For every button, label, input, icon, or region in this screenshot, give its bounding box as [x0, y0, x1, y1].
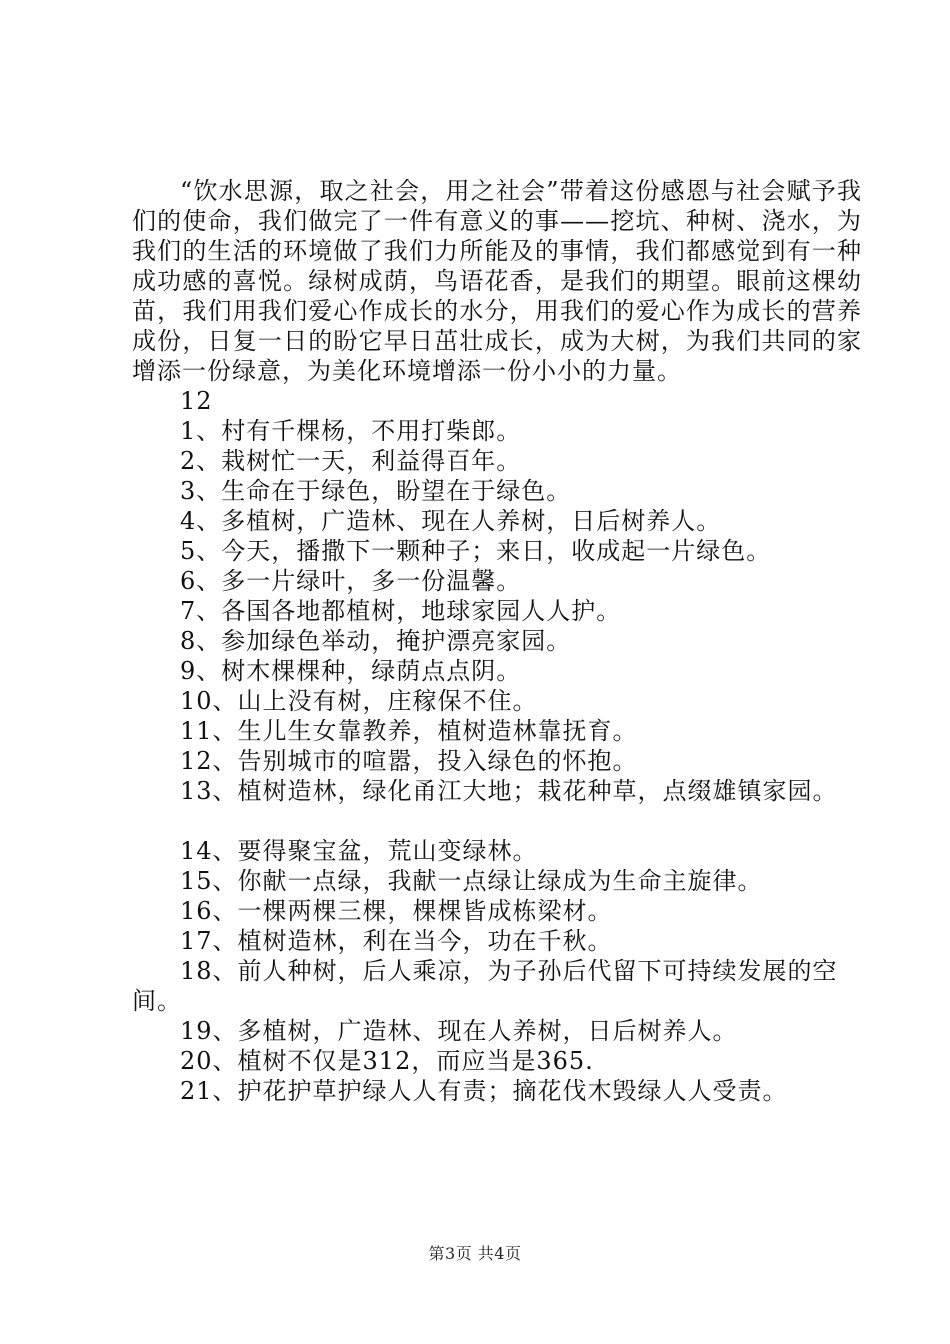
slogan-item: 13、植树造林，绿化甬江大地；栽花种草，点缀雄镇家园。 [180, 777, 838, 805]
slogan-list [132, 386, 862, 1106]
slogan-item: 15、你献一点绿，我献一点绿让绿成为生命主旋律。 [180, 867, 763, 895]
document-body [132, 176, 862, 1106]
slogan-item: 1、村有千棵杨，不用打柴郎。 [180, 417, 522, 445]
slogan-item: 6、多一片绿叶，多一份温馨。 [180, 567, 522, 595]
slogan-item: 5、今天，播撒下一颗种子；来日，收成起一片绿色。 [180, 537, 772, 565]
slogan-item: 10、山上没有树，庄稼保不住。 [180, 687, 538, 715]
slogan-item: 21、护花护草护绿人人有责；摘花伐木毁绿人人受责。 [180, 1077, 788, 1105]
slogan-item: 11、生儿生女靠教养，植树造林靠抚育。 [180, 717, 638, 745]
slogan-item: 9、树木棵棵种，绿荫点点阴。 [180, 657, 522, 685]
slogan-item: 8、参加绿色举动，掩护漂亮家园。 [180, 627, 572, 655]
slogan-item: 20、植树不仅是312，而应当是365. [180, 1047, 594, 1075]
section-number: 12 [180, 387, 213, 415]
slogan-item: 7、各国各地都植树，地球家园人人护。 [180, 597, 622, 625]
intro-paragraph: “饮水思源，取之社会，用之社会”带着这份感恩与社会赋予我们的使命，我们做完了一件有意义的事——挖坑、种树、浇水，为我们的生活的环境做了我们力所能及的事情，我们都感觉到有一种成功感的喜悦。绿树成荫，鸟语花香，是我们的期望。眼前这棵幼苗，我们用我们爱心作成长的水分，用我们的爱心作为成长的营养成份，日复一日的盼它早日茁壮成长，成为大树，为我们共同的家增添一份绿意，为美化环境增添一份小小的力量。 [132, 177, 862, 385]
slogan-item: 16、一棵两棵三棵，棵棵皆成栋梁材。 [180, 897, 613, 925]
slogan-item: 19、多植树，广造林、现在人养树，日后树养人。 [180, 1017, 738, 1045]
page-footer: 第3页 共4页 [428, 1244, 522, 1263]
slogan-item: 18、前人种树，后人乘凉，为子孙后代留下可持续发展的空间。 [132, 957, 838, 1015]
slogan-item: 14、要得聚宝盆，荒山变绿林。 [180, 837, 538, 865]
slogan-item: 3、生命在于绿色，盼望在于绿色。 [180, 477, 572, 505]
slogan-item: 4、多植树，广造林、现在人养树，日后树养人。 [180, 507, 722, 535]
slogan-item: 12、告别城市的喧嚣，投入绿色的怀抱。 [180, 747, 638, 775]
slogan-item: 2、栽树忙一天，利益得百年。 [180, 447, 522, 475]
slogan-item: 17、植树造林，利在当今，功在千秋。 [180, 927, 613, 955]
